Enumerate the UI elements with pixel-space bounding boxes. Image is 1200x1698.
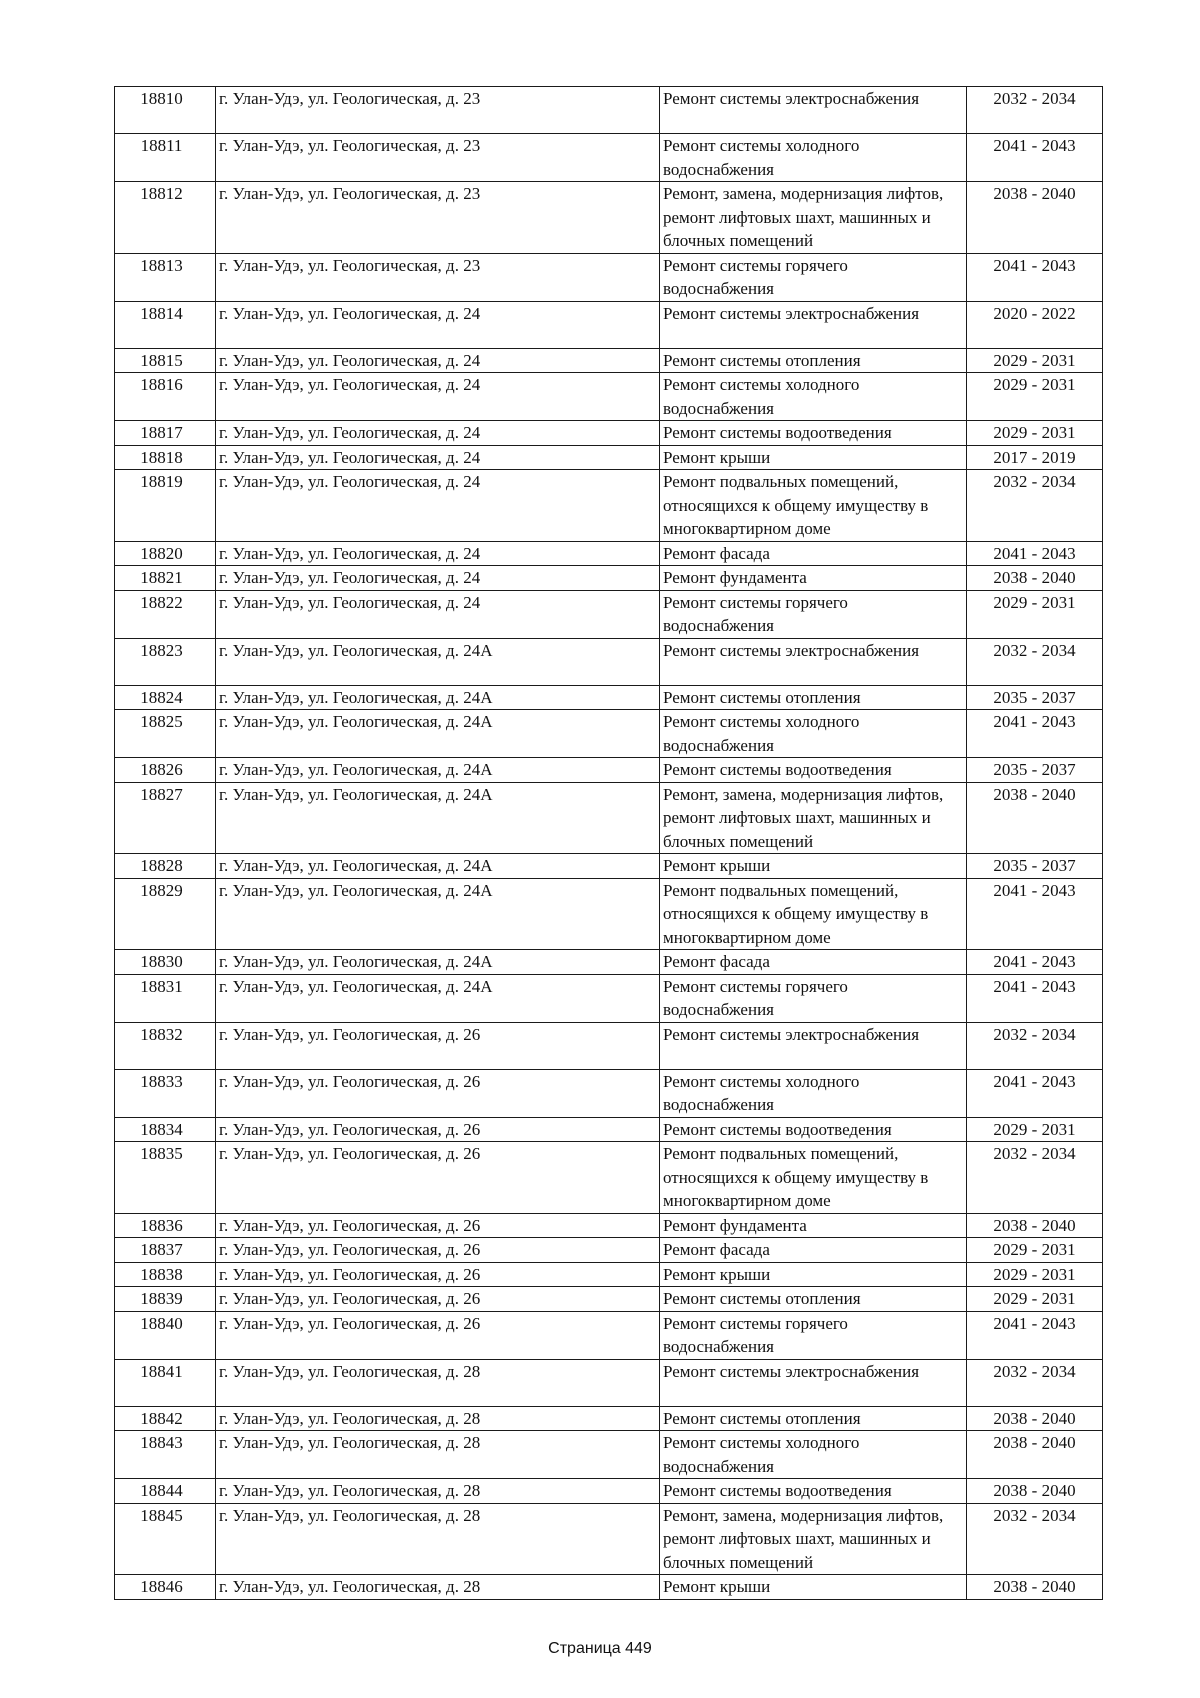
row-number: 18812 <box>115 182 216 254</box>
row-period: 2041 - 2043 <box>967 134 1103 182</box>
table-row <box>115 685 1103 710</box>
table-row <box>115 1479 1103 1504</box>
row-number: 18836 <box>115 1213 216 1238</box>
row-period: 2029 - 2031 <box>967 348 1103 373</box>
row-number: 18815 <box>115 348 216 373</box>
table-row <box>115 1213 1103 1238</box>
row-work-type: Ремонт системы холодного водоснабжения <box>660 710 967 758</box>
table-row <box>115 638 1103 685</box>
row-address: г. Улан-Удэ, ул. Геологическая, д. 26 <box>216 1142 660 1214</box>
row-address: г. Улан-Удэ, ул. Геологическая, д. 28 <box>216 1431 660 1479</box>
table-row <box>115 1238 1103 1263</box>
row-period: 2032 - 2034 <box>967 87 1103 134</box>
row-address: г. Улан-Удэ, ул. Геологическая, д. 24 <box>216 301 660 348</box>
row-period: 2041 - 2043 <box>967 1311 1103 1359</box>
table-row <box>115 566 1103 591</box>
row-address: г. Улан-Удэ, ул. Геологическая, д. 23 <box>216 253 660 301</box>
row-address: г. Улан-Удэ, ул. Геологическая, д. 24 <box>216 590 660 638</box>
row-work-type: Ремонт системы водоотведения <box>660 758 967 783</box>
row-number: 18829 <box>115 878 216 950</box>
table-row <box>115 1575 1103 1600</box>
row-number: 18813 <box>115 253 216 301</box>
row-period: 2038 - 2040 <box>967 782 1103 854</box>
row-address: г. Улан-Удэ, ул. Геологическая, д. 24 <box>216 373 660 421</box>
table-row <box>115 950 1103 975</box>
row-number: 18833 <box>115 1069 216 1117</box>
row-work-type: Ремонт системы отопления <box>660 685 967 710</box>
row-work-type: Ремонт системы электроснабжения <box>660 638 967 685</box>
table-row <box>115 1311 1103 1359</box>
table-row <box>115 758 1103 783</box>
row-number: 18838 <box>115 1262 216 1287</box>
row-number: 18818 <box>115 445 216 470</box>
row-number: 18843 <box>115 1431 216 1479</box>
row-number: 18830 <box>115 950 216 975</box>
table-row <box>115 445 1103 470</box>
row-period: 2041 - 2043 <box>967 541 1103 566</box>
row-work-type: Ремонт системы холодного водоснабжения <box>660 1069 967 1117</box>
row-period: 2041 - 2043 <box>967 253 1103 301</box>
row-period: 2032 - 2034 <box>967 1022 1103 1069</box>
row-period: 2017 - 2019 <box>967 445 1103 470</box>
table-row <box>115 348 1103 373</box>
row-number: 18834 <box>115 1117 216 1142</box>
row-period: 2020 - 2022 <box>967 301 1103 348</box>
row-address: г. Улан-Удэ, ул. Геологическая, д. 23 <box>216 134 660 182</box>
row-address: г. Улан-Удэ, ул. Геологическая, д. 26 <box>216 1022 660 1069</box>
table-row <box>115 1359 1103 1406</box>
row-address: г. Улан-Удэ, ул. Геологическая, д. 28 <box>216 1479 660 1504</box>
row-number: 18837 <box>115 1238 216 1263</box>
table-row <box>115 541 1103 566</box>
row-period: 2038 - 2040 <box>967 566 1103 591</box>
row-number: 18824 <box>115 685 216 710</box>
row-period: 2035 - 2037 <box>967 685 1103 710</box>
row-period: 2038 - 2040 <box>967 182 1103 254</box>
row-period: 2029 - 2031 <box>967 1262 1103 1287</box>
row-address: г. Улан-Удэ, ул. Геологическая, д. 26 <box>216 1287 660 1312</box>
row-address: г. Улан-Удэ, ул. Геологическая, д. 24А <box>216 638 660 685</box>
row-address: г. Улан-Удэ, ул. Геологическая, д. 24А <box>216 685 660 710</box>
row-work-type: Ремонт системы горячего водоснабжения <box>660 253 967 301</box>
row-work-type: Ремонт подвальных помещений, относящихся к общему имуществу в многоквартирном доме <box>660 878 967 950</box>
table-row <box>115 87 1103 134</box>
row-work-type: Ремонт, замена, модернизация лифтов, ремонт лифтовых шахт, машинных и блочных помещений <box>660 782 967 854</box>
row-work-type: Ремонт системы электроснабжения <box>660 301 967 348</box>
row-period: 2035 - 2037 <box>967 758 1103 783</box>
row-period: 2038 - 2040 <box>967 1575 1103 1600</box>
row-number: 18839 <box>115 1287 216 1312</box>
row-address: г. Улан-Удэ, ул. Геологическая, д. 24А <box>216 710 660 758</box>
row-number: 18816 <box>115 373 216 421</box>
row-work-type: Ремонт системы электроснабжения <box>660 87 967 134</box>
row-number: 18846 <box>115 1575 216 1600</box>
row-period: 2032 - 2034 <box>967 1359 1103 1406</box>
row-address: г. Улан-Удэ, ул. Геологическая, д. 26 <box>216 1238 660 1263</box>
row-period: 2041 - 2043 <box>967 710 1103 758</box>
row-work-type: Ремонт, замена, модернизация лифтов, ремонт лифтовых шахт, машинных и блочных помещений <box>660 182 967 254</box>
row-address: г. Улан-Удэ, ул. Геологическая, д. 24 <box>216 566 660 591</box>
table-row <box>115 373 1103 421</box>
row-number: 18822 <box>115 590 216 638</box>
row-period: 2032 - 2034 <box>967 638 1103 685</box>
table-row <box>115 1406 1103 1431</box>
row-work-type: Ремонт фундамента <box>660 1213 967 1238</box>
row-number: 18821 <box>115 566 216 591</box>
row-address: г. Улан-Удэ, ул. Геологическая, д. 24 <box>216 348 660 373</box>
row-period: 2035 - 2037 <box>967 854 1103 879</box>
table-row <box>115 590 1103 638</box>
row-period: 2038 - 2040 <box>967 1479 1103 1504</box>
table-row <box>115 301 1103 348</box>
row-address: г. Улан-Удэ, ул. Геологическая, д. 26 <box>216 1069 660 1117</box>
row-address: г. Улан-Удэ, ул. Геологическая, д. 24А <box>216 878 660 950</box>
row-work-type: Ремонт крыши <box>660 1262 967 1287</box>
row-number: 18827 <box>115 782 216 854</box>
table-row <box>115 1287 1103 1312</box>
row-work-type: Ремонт подвальных помещений, относящихся к общему имуществу в многоквартирном доме <box>660 1142 967 1214</box>
table-row <box>115 1503 1103 1575</box>
table-row <box>115 421 1103 446</box>
table-row <box>115 182 1103 254</box>
row-number: 18840 <box>115 1311 216 1359</box>
row-address: г. Улан-Удэ, ул. Геологическая, д. 23 <box>216 87 660 134</box>
row-work-type: Ремонт системы водоотведения <box>660 1117 967 1142</box>
row-work-type: Ремонт системы отопления <box>660 348 967 373</box>
page-number: Страница 449 <box>548 1640 652 1657</box>
row-number: 18819 <box>115 470 216 542</box>
row-number: 18832 <box>115 1022 216 1069</box>
row-work-type: Ремонт системы холодного водоснабжения <box>660 1431 967 1479</box>
row-address: г. Улан-Удэ, ул. Геологическая, д. 28 <box>216 1503 660 1575</box>
table-row <box>115 878 1103 950</box>
row-work-type: Ремонт фасада <box>660 541 967 566</box>
row-period: 2038 - 2040 <box>967 1213 1103 1238</box>
row-work-type: Ремонт системы горячего водоснабжения <box>660 590 967 638</box>
row-period: 2041 - 2043 <box>967 974 1103 1022</box>
row-period: 2029 - 2031 <box>967 1238 1103 1263</box>
row-work-type: Ремонт системы холодного водоснабжения <box>660 134 967 182</box>
table-row <box>115 1262 1103 1287</box>
row-work-type: Ремонт, замена, модернизация лифтов, ремонт лифтовых шахт, машинных и блочных помещений <box>660 1503 967 1575</box>
row-work-type: Ремонт системы отопления <box>660 1406 967 1431</box>
row-number: 18817 <box>115 421 216 446</box>
row-address: г. Улан-Удэ, ул. Геологическая, д. 26 <box>216 1213 660 1238</box>
row-work-type: Ремонт системы электроснабжения <box>660 1022 967 1069</box>
row-number: 18810 <box>115 87 216 134</box>
row-address: г. Улан-Удэ, ул. Геологическая, д. 23 <box>216 182 660 254</box>
table-row <box>115 710 1103 758</box>
row-number: 18842 <box>115 1406 216 1431</box>
row-work-type: Ремонт фасада <box>660 1238 967 1263</box>
row-work-type: Ремонт системы холодного водоснабжения <box>660 373 967 421</box>
row-address: г. Улан-Удэ, ул. Геологическая, д. 24 <box>216 421 660 446</box>
table-row <box>115 782 1103 854</box>
row-period: 2029 - 2031 <box>967 373 1103 421</box>
row-address: г. Улан-Удэ, ул. Геологическая, д. 28 <box>216 1575 660 1600</box>
row-period: 2032 - 2034 <box>967 1503 1103 1575</box>
row-number: 18814 <box>115 301 216 348</box>
row-work-type: Ремонт фундамента <box>660 566 967 591</box>
row-work-type: Ремонт системы отопления <box>660 1287 967 1312</box>
row-period: 2038 - 2040 <box>967 1431 1103 1479</box>
row-period: 2041 - 2043 <box>967 1069 1103 1117</box>
row-address: г. Улан-Удэ, ул. Геологическая, д. 24 <box>216 541 660 566</box>
row-address: г. Улан-Удэ, ул. Геологическая, д. 24А <box>216 854 660 879</box>
row-number: 18835 <box>115 1142 216 1214</box>
table-row <box>115 1022 1103 1069</box>
table-row <box>115 1431 1103 1479</box>
row-address: г. Улан-Удэ, ул. Геологическая, д. 26 <box>216 1311 660 1359</box>
row-period: 2041 - 2043 <box>967 950 1103 975</box>
row-work-type: Ремонт фасада <box>660 950 967 975</box>
row-period: 2038 - 2040 <box>967 1406 1103 1431</box>
row-work-type: Ремонт крыши <box>660 445 967 470</box>
row-address: г. Улан-Удэ, ул. Геологическая, д. 24 <box>216 470 660 542</box>
row-period: 2029 - 2031 <box>967 1287 1103 1312</box>
row-number: 18831 <box>115 974 216 1022</box>
row-number: 18841 <box>115 1359 216 1406</box>
row-address: г. Улан-Удэ, ул. Геологическая, д. 24 <box>216 445 660 470</box>
row-period: 2029 - 2031 <box>967 1117 1103 1142</box>
row-address: г. Улан-Удэ, ул. Геологическая, д. 24А <box>216 974 660 1022</box>
row-work-type: Ремонт системы горячего водоснабжения <box>660 1311 967 1359</box>
table-row <box>115 854 1103 879</box>
row-period: 2041 - 2043 <box>967 878 1103 950</box>
row-work-type: Ремонт подвальных помещений, относящихся к общему имуществу в многоквартирном доме <box>660 470 967 542</box>
row-number: 18845 <box>115 1503 216 1575</box>
row-address: г. Улан-Удэ, ул. Геологическая, д. 24А <box>216 758 660 783</box>
row-work-type: Ремонт крыши <box>660 1575 967 1600</box>
table-row <box>115 1142 1103 1214</box>
table-body <box>115 87 1103 1600</box>
table-row <box>115 1117 1103 1142</box>
row-work-type: Ремонт крыши <box>660 854 967 879</box>
row-work-type: Ремонт системы горячего водоснабжения <box>660 974 967 1022</box>
table-row <box>115 470 1103 542</box>
table-row <box>115 134 1103 182</box>
row-work-type: Ремонт системы водоотведения <box>660 1479 967 1504</box>
table-row <box>115 253 1103 301</box>
row-address: г. Улан-Удэ, ул. Геологическая, д. 26 <box>216 1117 660 1142</box>
row-address: г. Улан-Удэ, ул. Геологическая, д. 26 <box>216 1262 660 1287</box>
row-work-type: Ремонт системы электроснабжения <box>660 1359 967 1406</box>
row-number: 18820 <box>115 541 216 566</box>
row-period: 2029 - 2031 <box>967 590 1103 638</box>
table-row <box>115 974 1103 1022</box>
repair-schedule-table <box>114 86 1103 1600</box>
row-number: 18823 <box>115 638 216 685</box>
row-address: г. Улан-Удэ, ул. Геологическая, д. 28 <box>216 1359 660 1406</box>
row-address: г. Улан-Удэ, ул. Геологическая, д. 24А <box>216 950 660 975</box>
row-period: 2029 - 2031 <box>967 421 1103 446</box>
row-work-type: Ремонт системы водоотведения <box>660 421 967 446</box>
table-row <box>115 1069 1103 1117</box>
row-period: 2032 - 2034 <box>967 470 1103 542</box>
row-number: 18825 <box>115 710 216 758</box>
row-address: г. Улан-Удэ, ул. Геологическая, д. 28 <box>216 1406 660 1431</box>
row-period: 2032 - 2034 <box>967 1142 1103 1214</box>
row-number: 18844 <box>115 1479 216 1504</box>
row-number: 18811 <box>115 134 216 182</box>
row-address: г. Улан-Удэ, ул. Геологическая, д. 24А <box>216 782 660 854</box>
row-number: 18828 <box>115 854 216 879</box>
row-number: 18826 <box>115 758 216 783</box>
